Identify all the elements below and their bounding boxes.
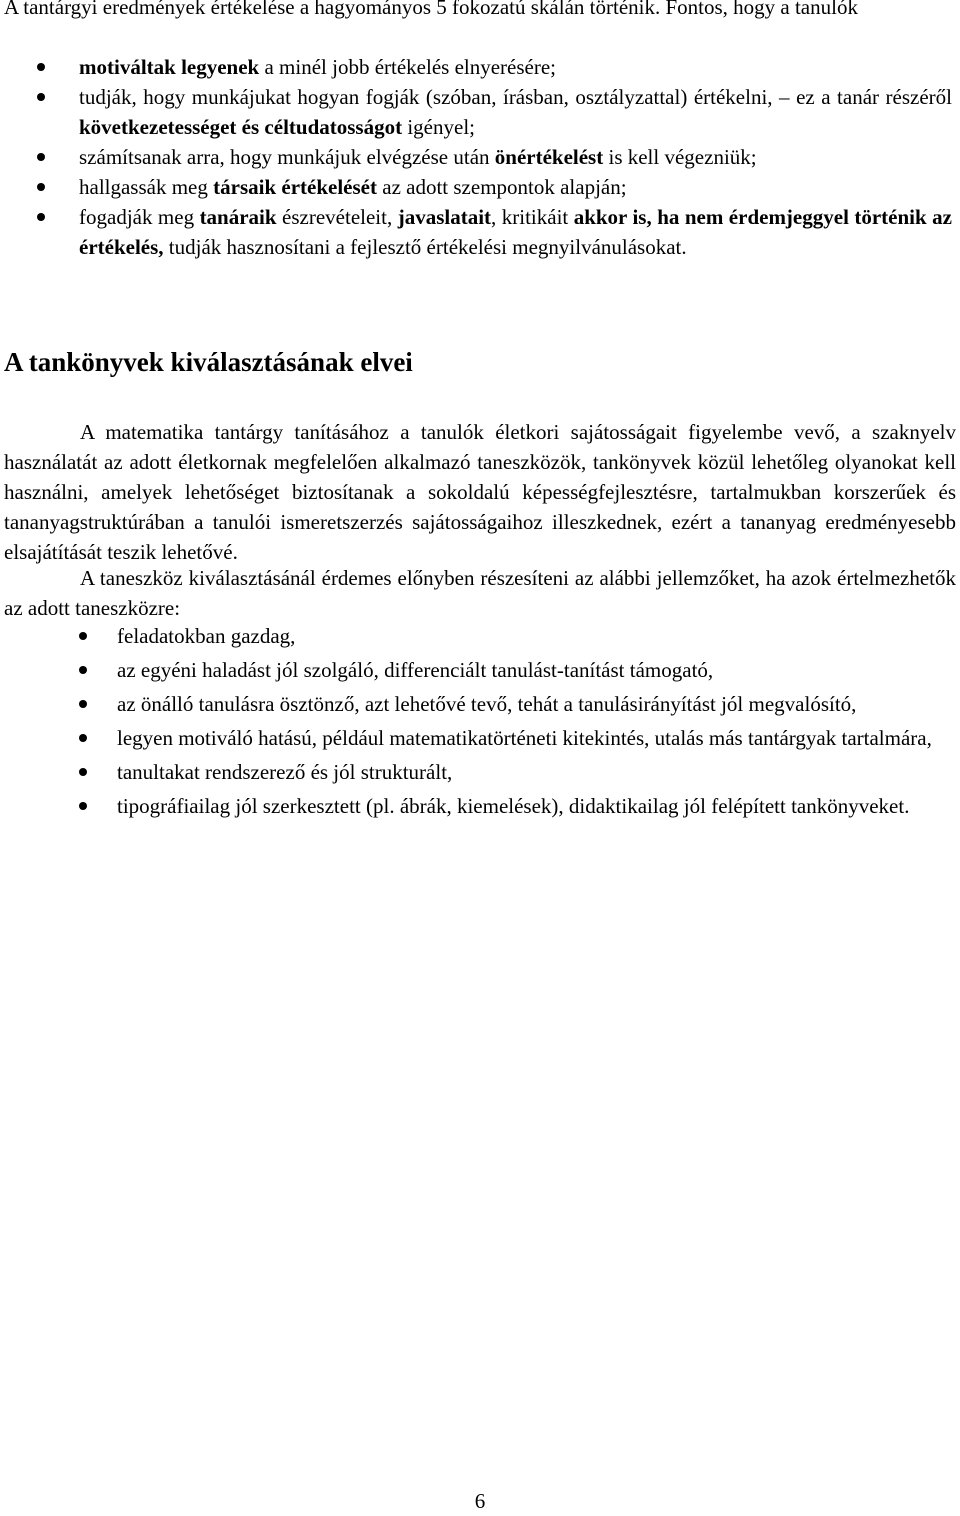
student-expectations-list — [0, 52, 960, 262]
textbook-criteria-list — [0, 621, 960, 825]
section-heading: A tankönyvek kiválasztásának elvei — [4, 347, 413, 377]
list-item-text: fogadják meg — [79, 205, 200, 229]
list-item: az egyéni haladást jól szolgáló, differenciált tanulást-tanítást támogató, — [0, 655, 960, 685]
list-item-text: javaslatait — [397, 205, 492, 229]
list-item-text: motiváltak legyenek — [79, 55, 260, 79]
list-item: tanultakat rendszerező és jól strukturált, — [0, 757, 960, 787]
list-item-text: észrevételeit, — [276, 205, 398, 229]
list-item: legyen motiváló hatású, például matematikatörténeti kitekintés, utalás más tantárgyak tartalmára, — [0, 723, 960, 753]
list-item-text: akkor is, ha nem érdemjeggyel történik az értékelés, — [79, 205, 952, 259]
list-item — [0, 202, 960, 262]
list-item — [0, 142, 960, 172]
textbook-selection-paragraph: A matematika tantárgy tanításához a tanulók életkori sajátosságait figyelembe vevő, a szaknyelv használatát az adott életkornak megfelelően alkalmazó taneszközök, tankönyvek közül lehetőleg olyanokat kell használni, amelyek lehetőséget biztosítanak a sokoldalú képességfejlesztésre, tartalmukban korszerűek és tananyagstruktúrában a tanulói ismeretszerzés sajátosságaihoz illeszkednek, ezért a tananyag eredményesebb elsajátítását teszik lehetővé. — [4, 420, 956, 564]
list-item-text: számítsanak arra, hogy munkájuk elvégzése után — [79, 145, 495, 169]
list-item-text: tudják, hogy munkájukat hogyan fogják (szóban, írásban, osztályzattal) értékelni, – ez a tanár részéről — [79, 85, 952, 109]
list-item-text: társaik értékelését — [213, 175, 377, 199]
list-item-text: is kell végezniük; — [603, 145, 757, 169]
page-number: 6 — [474, 1489, 486, 1513]
criteria-intro-paragraph: A taneszköz kiválasztásánál érdemes előnyben részesíteni az alábbi jellemzőket, ha azok értelmezhetők az adott taneszközre: — [4, 566, 956, 620]
list-item-text: , kritikáit — [491, 205, 574, 229]
list-item-text: következetességet és céltudatosságot — [79, 115, 403, 139]
list-item-text: a minél jobb értékelés elnyerésére; — [259, 55, 557, 79]
list-item-text: tanáraik — [199, 205, 277, 229]
list-item — [0, 172, 960, 202]
list-item-text: tudják hasznosítani a fejlesztő értékelési megnyilvánulásokat. — [163, 235, 687, 259]
list-item-text: önértékelést — [494, 145, 604, 169]
list-item: feladatokban gazdag, — [0, 621, 960, 651]
list-item: tipográfiailag jól szerkesztett (pl. ábrák, kiemelések), didaktikailag jól felépített tankönyveket. — [0, 791, 960, 821]
list-item-text: igényel; — [402, 115, 475, 139]
list-item-text: hallgassák meg — [79, 175, 214, 199]
list-item-text: az adott szempontok alapján; — [377, 175, 627, 199]
list-item: az önálló tanulásra ösztönző, azt lehetővé tevő, tehát a tanulásirányítást jól megvalósító, — [0, 689, 960, 719]
list-item — [0, 82, 960, 142]
intro-paragraph: A tantárgyi eredmények értékelése a hagyományos 5 fokozatú skálán történik. Fontos, hogy a tanulók — [4, 0, 858, 19]
list-item — [0, 52, 960, 82]
